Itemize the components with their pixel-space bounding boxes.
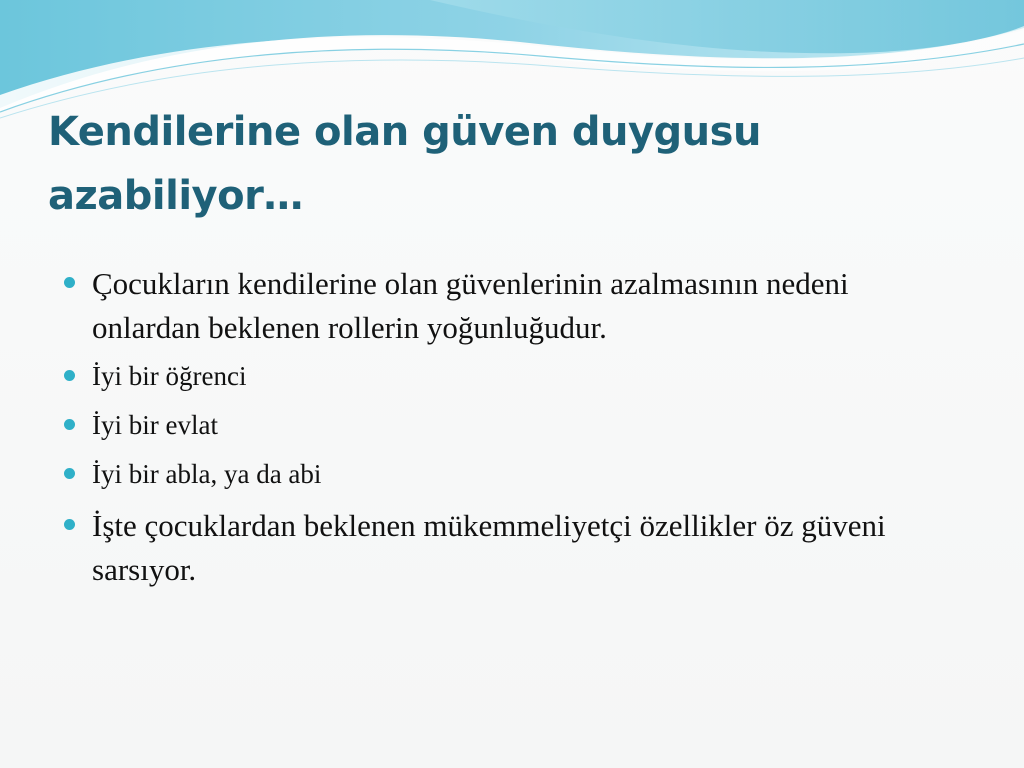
bullet-item <box>60 262 960 350</box>
bullet-icon <box>64 277 75 288</box>
bullet-item <box>60 504 960 592</box>
bullet-icon <box>64 419 75 430</box>
bullet-icon <box>64 468 75 479</box>
bullet-text: İyi bir öğrenci <box>92 361 247 391</box>
bullet-text: İşte çocuklardan beklenen mükemmeliyetçi özellikler öz güveni sarsıyor. <box>92 508 886 587</box>
bullet-text: Çocukların kendilerine olan güvenlerinin azalmasının nedeni onlardan beklenen rollerin yoğunluğudur. <box>92 266 849 345</box>
bullet-icon <box>64 519 75 530</box>
bullet-list <box>60 262 960 599</box>
bullet-text: İyi bir evlat <box>92 410 218 440</box>
bullet-item <box>60 406 960 444</box>
bullet-text: İyi bir abla, ya da abi <box>92 459 322 489</box>
bullet-item <box>60 455 960 493</box>
bullet-icon <box>64 370 75 381</box>
slide-title: Kendilerine olan güven duygusu azabiliyor… <box>48 109 761 219</box>
bullet-item <box>60 357 960 395</box>
